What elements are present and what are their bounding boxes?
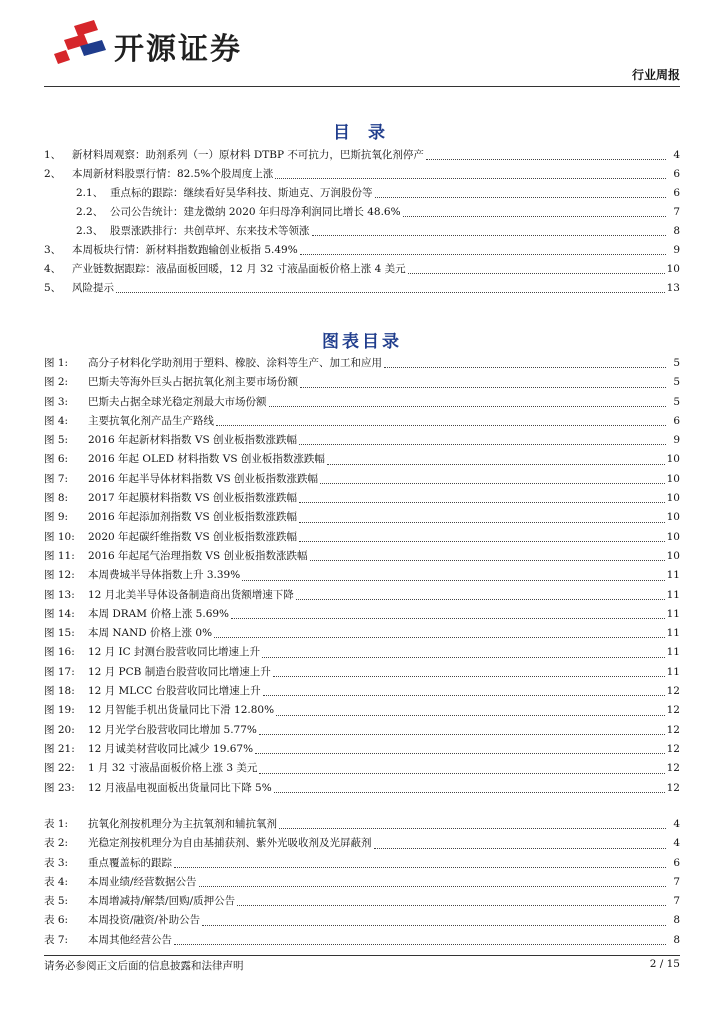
dot-leader [374, 848, 667, 849]
entry-number: 图 9: [44, 511, 69, 524]
entry-number: 2.2、 [76, 206, 104, 218]
entry-title: 风险提示 [72, 282, 114, 294]
entry-title: 本周 NAND 价格上涨 0% [88, 627, 213, 640]
entry-title: 新材料周观察：助剂系列（一）原材料 DTBP 不可抗力，巴斯抗氧化剂停产 [72, 149, 424, 161]
entry-title: 12 月 IC 封测台股营收同比增速上升 [88, 646, 261, 659]
entry-title: 本周新材料股票行情：82.5%个股周度上涨 [72, 168, 274, 180]
entry-page-number: 5 [673, 395, 680, 408]
dot-leader [273, 676, 665, 677]
toc-entry[interactable] [44, 241, 680, 260]
toc-entry[interactable] [44, 203, 680, 222]
entry-page-number: 10 [666, 511, 680, 524]
entry-number: 图 22: [44, 762, 75, 775]
entry-page-number: 6 [673, 168, 680, 180]
dot-leader [403, 216, 666, 217]
entry-title: 光稳定剂按机理分为自由基捕获剂、紫外光吸收剂及光屏蔽剂 [88, 837, 372, 850]
entry-number: 2.1、 [76, 187, 104, 199]
entry-title: 2016 年起添加剂指数 VS 创业板指数涨跌幅 [88, 511, 298, 524]
entry-number: 图 18: [44, 685, 75, 698]
toc-title: 目 录 [333, 123, 391, 143]
entry-page-number: 13 [666, 282, 680, 294]
toc-entry[interactable] [44, 222, 680, 241]
entry-page-number: 7 [673, 895, 680, 908]
figure-entry[interactable] [44, 779, 680, 798]
entry-page-number: 4 [673, 837, 680, 850]
figure-entry[interactable] [44, 643, 680, 662]
entry-number: 图 11: [44, 549, 75, 562]
entry-page-number: 12 [666, 762, 680, 775]
dot-leader [408, 273, 665, 274]
entry-number: 表 5: [44, 895, 69, 908]
entry-number: 图 4: [44, 414, 69, 427]
table-entry[interactable] [44, 892, 680, 911]
entry-number: 图 23: [44, 781, 75, 794]
entry-title: 重点覆盖标的跟踪 [88, 856, 172, 869]
entry-page-number: 7 [673, 875, 680, 888]
figure-entry[interactable] [44, 508, 680, 527]
dot-leader [255, 753, 665, 754]
entry-title: 2016 年起新材料指数 VS 创业板指数涨跌幅 [88, 434, 298, 447]
entry-page-number: 4 [673, 149, 680, 161]
figures-toc-title: 图表目录 [322, 332, 402, 352]
entry-number: 3、 [44, 244, 62, 256]
entry-title: 12 月光学台股营收同比增加 5.77% [88, 723, 257, 736]
dot-leader [262, 657, 665, 658]
entry-title: 抗氧化剂按机理分为主抗氧剂和辅抗氧剂 [88, 818, 277, 830]
brand-name: 开源证券 [114, 32, 242, 67]
entry-page-number: 8 [673, 933, 680, 946]
entry-title: 2017 年起膜材料指数 VS 创业板指数涨跌幅 [88, 492, 298, 505]
entry-number: 表 2: [44, 837, 69, 850]
entry-number: 图 2: [44, 376, 69, 389]
entry-number: 图 7: [44, 472, 69, 485]
entry-page-number: 6 [673, 187, 680, 199]
footer-divider [44, 955, 680, 956]
figure-entry[interactable] [44, 354, 680, 373]
entry-title: 股票涨跌排行：共创草坪、东来技术等领涨 [110, 225, 310, 237]
entry-number: 2.3、 [76, 225, 104, 237]
figure-entry[interactable] [44, 759, 680, 778]
entry-page-number: 5 [673, 376, 680, 389]
entry-title: 产业链数据跟踪：液晶面板回暖，12 月 32 寸液晶面板价格上涨 4 美元 [72, 263, 406, 275]
figure-entry[interactable] [44, 663, 680, 682]
dot-leader [276, 715, 665, 716]
entry-number: 图 20: [44, 723, 75, 736]
figure-entry[interactable] [44, 682, 680, 701]
entry-number: 图 3: [44, 395, 69, 408]
dot-leader [263, 695, 665, 696]
entry-page-number: 9 [673, 434, 680, 447]
entry-number: 图 16: [44, 646, 75, 659]
toc-entry[interactable] [44, 260, 680, 279]
toc-entry[interactable] [44, 146, 680, 165]
entry-title: 本周 DRAM 价格上涨 5.69% [88, 607, 230, 620]
entry-title: 2020 年起碳纤维指数 VS 创业板指数涨跌幅 [88, 530, 298, 543]
entry-page-number: 10 [666, 530, 680, 543]
entry-number: 5、 [44, 282, 62, 294]
entry-page-number: 8 [673, 914, 680, 927]
entry-title: 巴斯夫占据全球光稳定剂最大市场份额 [88, 395, 267, 408]
dot-leader [310, 560, 665, 561]
document-type: 行业周报 [631, 68, 680, 82]
page-indicator: 2 / 15 [649, 958, 680, 970]
entry-number: 图 6: [44, 453, 69, 466]
entry-page-number: 12 [666, 781, 680, 794]
dot-leader [320, 483, 665, 484]
dot-leader [300, 387, 666, 388]
entry-page-number: 10 [666, 453, 680, 466]
entry-title: 本周其他经营公告 [88, 933, 172, 946]
entry-page-number: 10 [666, 472, 680, 485]
entry-page-number: 11 [666, 665, 680, 678]
entry-number: 图 13: [44, 588, 75, 601]
entry-page-number: 10 [666, 263, 680, 275]
figure-entry[interactable] [44, 431, 680, 450]
figure-entry[interactable] [44, 547, 680, 566]
entry-title: 本周费城半导体指数上升 3.39% [88, 569, 241, 582]
figure-entry[interactable] [44, 586, 680, 605]
figure-entry[interactable] [44, 566, 680, 585]
entry-page-number: 12 [666, 704, 680, 717]
tables-list [44, 815, 680, 950]
dot-leader [299, 444, 666, 445]
entry-title: 本周业绩/经营数据公告 [88, 875, 197, 888]
entry-page-number: 4 [673, 818, 680, 830]
entry-title: 2016 年起 OLED 材料指数 VS 创业板指数涨跌幅 [88, 453, 325, 466]
dot-leader [231, 618, 665, 619]
entry-title: 本周板块行情：新材料指数跑输创业板指 5.49% [72, 244, 298, 256]
entry-page-number: 9 [673, 244, 680, 256]
dot-leader [237, 905, 666, 906]
figure-entry[interactable] [44, 470, 680, 489]
entry-page-number: 11 [666, 588, 680, 601]
dot-leader [202, 925, 666, 926]
table-entry[interactable] [44, 854, 680, 873]
table-entry[interactable] [44, 873, 680, 892]
entry-title: 巴斯夫等海外巨头占据抗氧化剂主要市场份额 [88, 376, 298, 389]
dot-leader [300, 254, 666, 255]
entry-page-number: 10 [666, 492, 680, 505]
dot-leader [174, 867, 666, 868]
toc-entry[interactable] [44, 165, 680, 184]
entry-number: 图 8: [44, 492, 69, 505]
entry-page-number: 12 [666, 742, 680, 755]
figure-entry[interactable] [44, 373, 680, 392]
entry-number: 图 14: [44, 607, 75, 620]
table-entry[interactable] [44, 911, 680, 930]
table-entry[interactable] [44, 931, 680, 950]
dot-leader [296, 599, 665, 600]
entry-number: 图 17: [44, 665, 75, 678]
entry-number: 4、 [44, 263, 62, 275]
figures-list [44, 354, 680, 798]
entry-title: 12 月智能手机出货量同比下滑 12.80% [88, 704, 275, 717]
entry-title: 主要抗氧化剂产品生产路线 [88, 414, 214, 427]
entry-page-number: 11 [666, 569, 680, 582]
entry-page-number: 12 [666, 723, 680, 736]
dot-leader [299, 522, 665, 523]
entry-title: 1 月 32 寸液晶面板价格上涨 3 美元 [88, 762, 258, 775]
figure-entry[interactable] [44, 412, 680, 431]
entry-number: 表 4: [44, 875, 69, 888]
entry-page-number: 6 [673, 856, 680, 869]
table-entry[interactable] [44, 815, 680, 834]
entry-page-number: 6 [673, 414, 680, 427]
figure-entry[interactable] [44, 721, 680, 740]
figure-entry[interactable] [44, 740, 680, 759]
table-entry[interactable] [44, 834, 680, 853]
entry-title: 12 月 MLCC 台股营收同比增速上升 [88, 685, 261, 698]
dot-leader [242, 580, 664, 581]
entry-page-number: 11 [666, 627, 680, 640]
dot-leader [116, 292, 665, 293]
entry-page-number: 8 [673, 225, 680, 237]
dot-leader [214, 637, 665, 638]
entry-page-number: 10 [666, 549, 680, 562]
entry-page-number: 7 [673, 206, 680, 218]
dot-leader [199, 886, 666, 887]
dot-leader [279, 828, 666, 829]
toc-entry[interactable] [44, 279, 680, 298]
entry-title: 2016 年起半导体材料指数 VS 创业板指数涨跌幅 [88, 472, 319, 485]
entry-number: 图 12: [44, 569, 75, 582]
entry-title: 12 月液晶电视面板出货量同比下降 5% [88, 781, 272, 794]
dot-leader [274, 792, 665, 793]
entry-page-number: 5 [673, 357, 680, 369]
dot-leader [375, 197, 667, 198]
toc-list [44, 146, 680, 298]
figure-entry[interactable] [44, 605, 680, 624]
dot-leader [384, 367, 666, 368]
dot-leader [259, 734, 665, 735]
entry-title: 高分子材料化学助剂用于塑料、橡胶、涂料等生产、加工和应用 [88, 357, 382, 369]
dot-leader [269, 406, 667, 407]
toc-entry[interactable] [44, 184, 680, 203]
figure-entry[interactable] [44, 701, 680, 720]
dot-leader [216, 425, 666, 426]
entry-number: 表 1: [44, 818, 69, 830]
entry-title: 12 月 PCB 制造台股营收同比增速上升 [88, 665, 271, 678]
entry-number: 图 21: [44, 742, 75, 755]
entry-number: 表 7: [44, 933, 69, 946]
page-header [0, 0, 724, 90]
dot-leader [275, 178, 666, 179]
entry-number: 表 3: [44, 856, 69, 869]
entry-page-number: 11 [666, 607, 680, 620]
entry-number: 图 10: [44, 530, 75, 543]
entry-number: 1、 [44, 149, 62, 161]
entry-title: 公司公告统计：建龙微纳 2020 年归母净利润同比增长 48.6% [110, 206, 401, 218]
figure-entry[interactable] [44, 624, 680, 643]
entry-title: 本周投资/融资/补助公告 [88, 914, 201, 927]
entry-number: 表 6: [44, 914, 69, 927]
entry-number: 图 19: [44, 704, 75, 717]
dot-leader [259, 773, 664, 774]
entry-page-number: 11 [666, 646, 680, 659]
figure-entry[interactable] [44, 450, 680, 469]
entry-title: 12 月北美半导体设备制造商出货额增速下降 [88, 588, 294, 601]
dot-leader [426, 159, 666, 160]
header-divider [44, 86, 680, 87]
dot-leader [299, 502, 665, 503]
entry-number: 2、 [44, 168, 62, 180]
brand-logo-icon [50, 20, 108, 64]
dot-leader [299, 541, 665, 542]
figure-entry[interactable] [44, 528, 680, 547]
dot-leader [327, 464, 665, 465]
entry-number: 图 1: [44, 357, 69, 369]
entry-title: 重点标的跟踪：继续看好昊华科技、斯迪克、万润股份等 [110, 187, 373, 199]
entry-title: 本周增减持/解禁/回购/质押公告 [88, 895, 236, 908]
entry-title: 12 月诚美材营收同比减少 19.67% [88, 742, 254, 755]
dot-leader [174, 944, 666, 945]
entry-number: 图 15: [44, 627, 75, 640]
entry-page-number: 12 [666, 685, 680, 698]
figure-entry[interactable] [44, 393, 680, 412]
entry-title: 2016 年起尾气治理指数 VS 创业板指数涨跌幅 [88, 549, 308, 562]
entry-number: 图 5: [44, 434, 69, 447]
footer-disclaimer: 请务必参阅正文后面的信息披露和法律声明 [44, 960, 244, 972]
dot-leader [312, 235, 667, 236]
figure-entry[interactable] [44, 489, 680, 508]
